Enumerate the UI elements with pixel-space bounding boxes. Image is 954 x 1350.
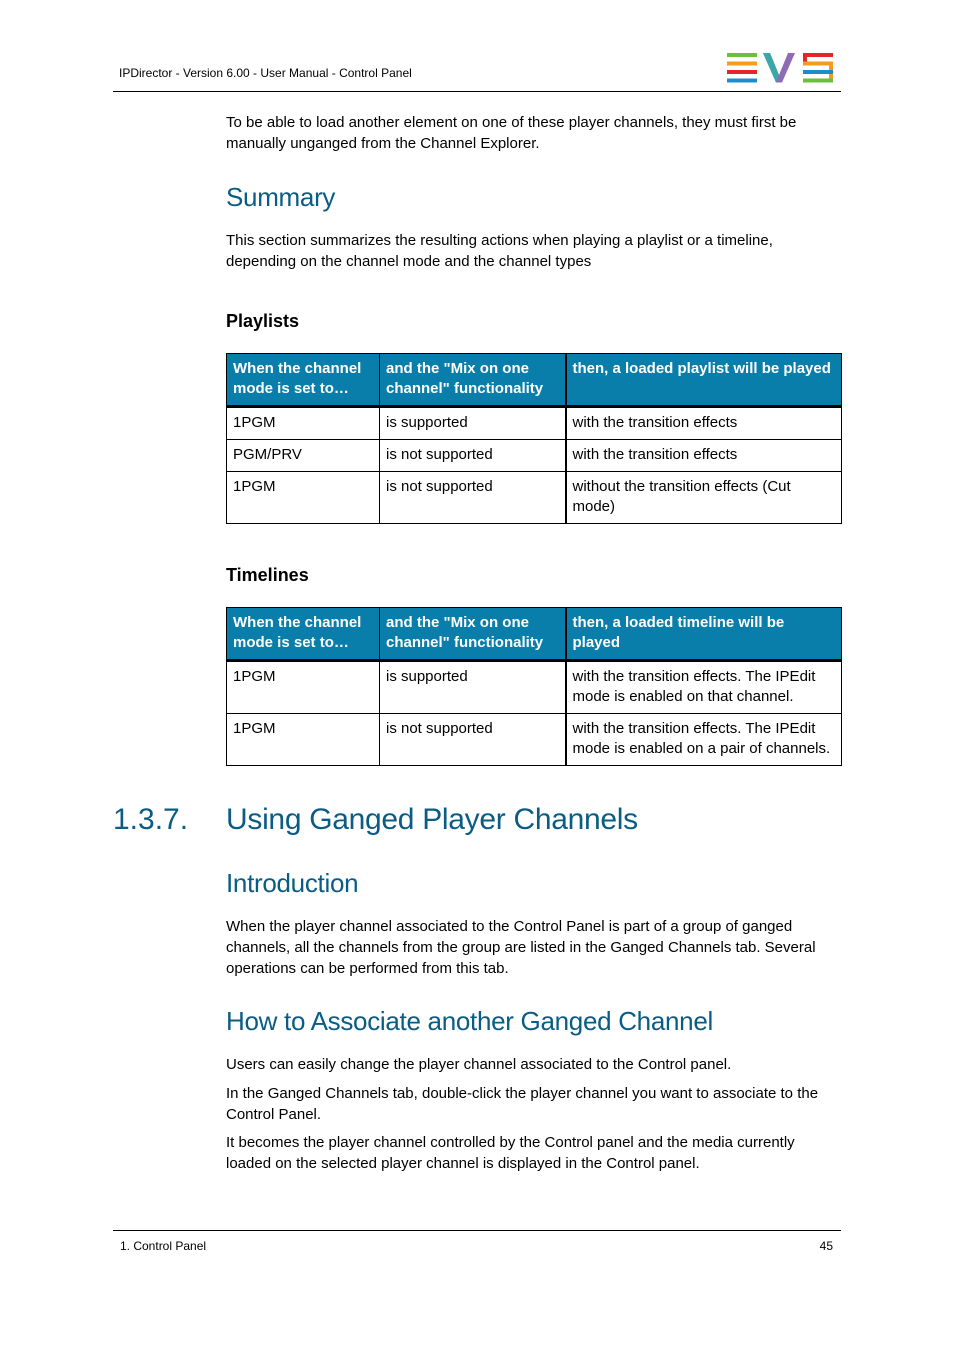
table-cell: 1PGM xyxy=(227,714,380,766)
intro-paragraph: To be able to load another element on one of these player channels, they must first be manually unganged from the Channel Explorer. xyxy=(226,114,797,152)
table-cell: with the transition effects. The IPEdit mode is enabled on a pair of channels. xyxy=(566,714,842,766)
evs-logo xyxy=(727,53,835,83)
footer-chapter: 1. Control Panel xyxy=(120,1239,207,1253)
table-cell: 1PGM xyxy=(227,661,380,714)
associate-paragraph-1: Users can easily change the player channel associated to the Control panel. xyxy=(226,1056,732,1073)
summary-text: This section summarizes the resulting actions when playing a playlist or a timeline, depending on the channel mode and the channel types xyxy=(226,232,773,270)
column-header: When the channel mode is set to… xyxy=(227,354,380,407)
table-cell: PGM/PRV xyxy=(227,440,380,472)
table-cell: with the transition effects. The IPEdit mode is enabled on that channel. xyxy=(566,661,842,714)
table-row xyxy=(227,407,842,440)
column-header: When the channel mode is set to… xyxy=(227,608,380,661)
table-cell: is not supported xyxy=(380,714,566,766)
section-number: 1.3.7. xyxy=(113,803,189,836)
timelines-table xyxy=(226,607,842,766)
playlists-table xyxy=(226,353,842,524)
table-header-row xyxy=(227,608,842,661)
table-cell: is supported xyxy=(380,407,566,440)
column-header: and the "Mix on one channel" functionality … xyxy=(380,354,566,407)
table-cell: with the transition effects xyxy=(566,440,842,472)
timelines-heading: Timelines xyxy=(226,565,309,585)
table-cell: without the transition effects (Cut mode) xyxy=(566,472,842,524)
table-row xyxy=(227,714,842,766)
associate-heading: How to Associate another Ganged Channel xyxy=(226,1006,713,1036)
column-header: then, a loaded timeline will be played xyxy=(566,608,842,661)
page-number: 45 xyxy=(819,1239,833,1253)
table-cell: 1PGM xyxy=(227,472,380,524)
summary-heading: Summary xyxy=(226,182,336,212)
playlists-heading: Playlists xyxy=(226,311,300,331)
table-cell: is not supported xyxy=(380,472,566,524)
column-header: then, a loaded playlist will be played xyxy=(566,354,842,407)
associate-paragraph-2: In the Ganged Channels tab, double-click the player channel you want to associate to the Control Panel. xyxy=(226,1085,819,1123)
table-cell: 1PGM xyxy=(227,407,380,440)
introduction-text: When the player channel associated to the Control Panel is part of a group of ganged channels, all the channels from the group are listed in the Ganged Channels tab. Several operations can be performed from this tab. xyxy=(226,918,816,977)
table-row xyxy=(227,472,842,524)
table-cell: is supported xyxy=(380,661,566,714)
page-footer xyxy=(113,1230,841,1253)
introduction-heading: Introduction xyxy=(226,868,359,898)
column-header: and the "Mix on one channel" functionality … xyxy=(380,608,566,661)
table-cell: is not supported xyxy=(380,440,566,472)
table-row xyxy=(227,440,842,472)
section-title: Using Ganged Player Channels xyxy=(226,803,638,836)
page-header xyxy=(113,0,841,92)
associate-paragraph-3: It becomes the player channel controlled by the Control panel and the media currently loaded on the selected player channel is displayed in the Control panel. xyxy=(226,1134,795,1172)
table-cell: with the transition effects xyxy=(566,407,842,440)
header-title: IPDirector - Version 6.00 - User Manual - Control Panel xyxy=(119,66,412,80)
table-header-row xyxy=(227,354,842,407)
table-row xyxy=(227,661,842,714)
